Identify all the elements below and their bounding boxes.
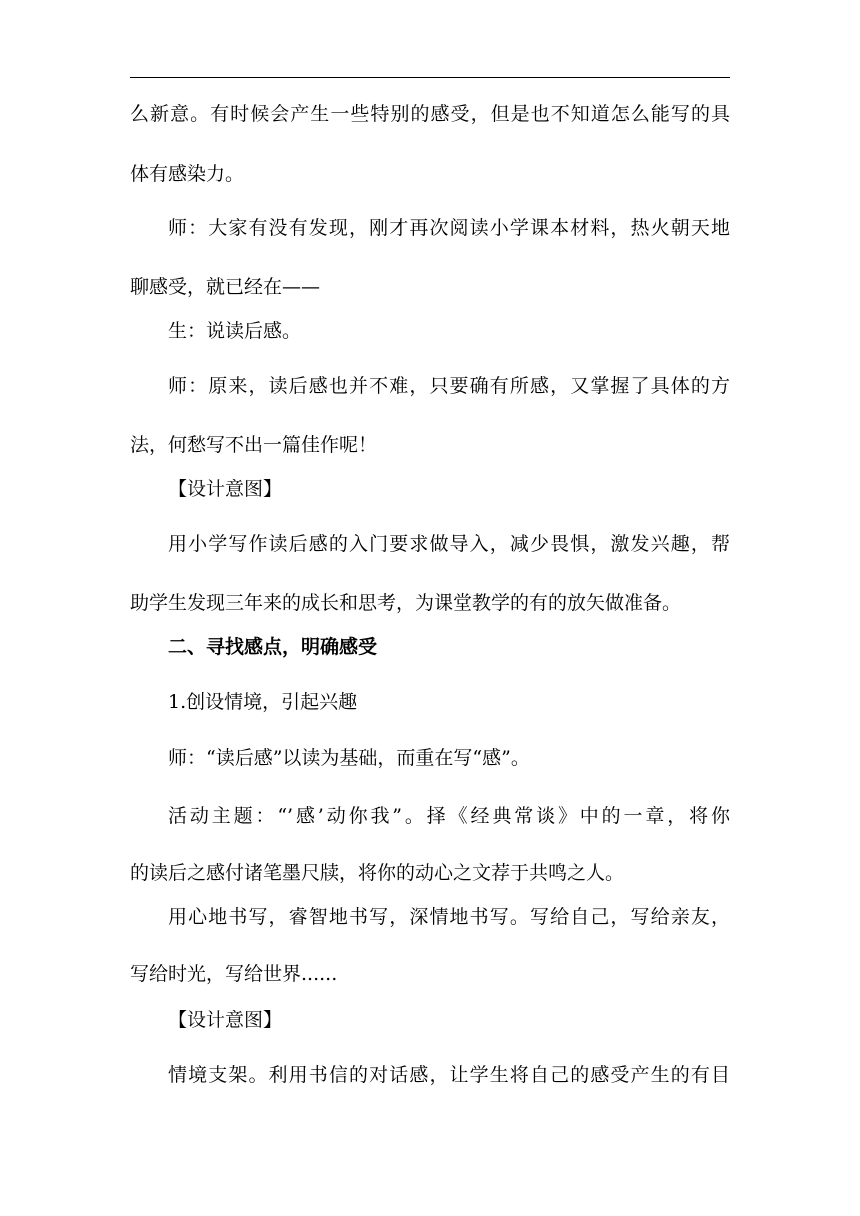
paragraph-line: 法，何愁写不出一篇佳作呢！ xyxy=(130,434,378,456)
paragraph-line: 师：原来，读后感也并不难，只要确有所感，又掌握了具体的方 xyxy=(168,375,730,397)
paragraph-line: 助学生发现三年来的成长和思考，为课堂教学的有的放矢做准备。 xyxy=(130,592,682,614)
paragraph-line: 师：“读后感”以读为基础，而重在写“感”。 xyxy=(168,747,530,769)
paragraph-activity-theme xyxy=(130,802,730,884)
paragraph-line: 体有感染力。 xyxy=(130,163,245,185)
paragraph-teacher-intro xyxy=(130,744,730,772)
paragraph-teacher-question xyxy=(130,214,730,298)
section-heading xyxy=(130,633,730,661)
design-intent-heading xyxy=(130,1006,730,1034)
subsection-heading xyxy=(130,688,730,716)
paragraph-teacher-conclusion xyxy=(130,372,730,456)
paragraph-line: 么新意。有时候会产生一些特别的感受，但是也不知道怎么能写的具 xyxy=(130,103,730,125)
paragraph-design-intent xyxy=(130,530,730,614)
paragraph-line: 情境支架。利用书信的对话感，让学生将自己的感受产生的有目 xyxy=(168,1064,730,1086)
paragraph-line: 聊感受，就已经在—— xyxy=(130,276,321,298)
paragraph-scaffold xyxy=(130,1061,730,1089)
paragraph-line: 的读后之感付诸笔墨尺牍，将你的动心之文荐于共鸣之人。 xyxy=(130,862,625,884)
paragraph-line: 用小学写作读后感的入门要求做导入，减少畏惧，激发兴趣，帮 xyxy=(168,533,730,555)
paragraph-line: 写给时光，写给世界...... xyxy=(130,963,338,985)
paragraph-line: 活动主题：“’感’动你我”。择《经典常谈》中的一章，将你 xyxy=(168,805,730,827)
section-heading-text: 二、寻找感点，明确感受 xyxy=(168,636,378,658)
paragraph-line: 1.创设情境，引起兴趣 xyxy=(168,691,358,713)
paragraph-line: 【设计意图】 xyxy=(168,1009,283,1031)
paragraph-line: 【设计意图】 xyxy=(168,478,283,500)
paragraph-continued-reflection xyxy=(130,100,730,185)
header-rule xyxy=(130,77,730,78)
design-intent-heading xyxy=(130,475,730,503)
paragraph-student-answer xyxy=(130,317,730,345)
paragraph-line: 师：大家有没有发现，刚才再次阅读小学课本材料，热火朝天地 xyxy=(168,217,730,239)
paragraph-line: 用心地书写，睿智地书写，深情地书写。写给自己，写给亲友， xyxy=(168,906,730,928)
paragraph-line: 生：说读后感。 xyxy=(168,320,302,342)
paragraph-writing-guidance xyxy=(130,903,730,985)
